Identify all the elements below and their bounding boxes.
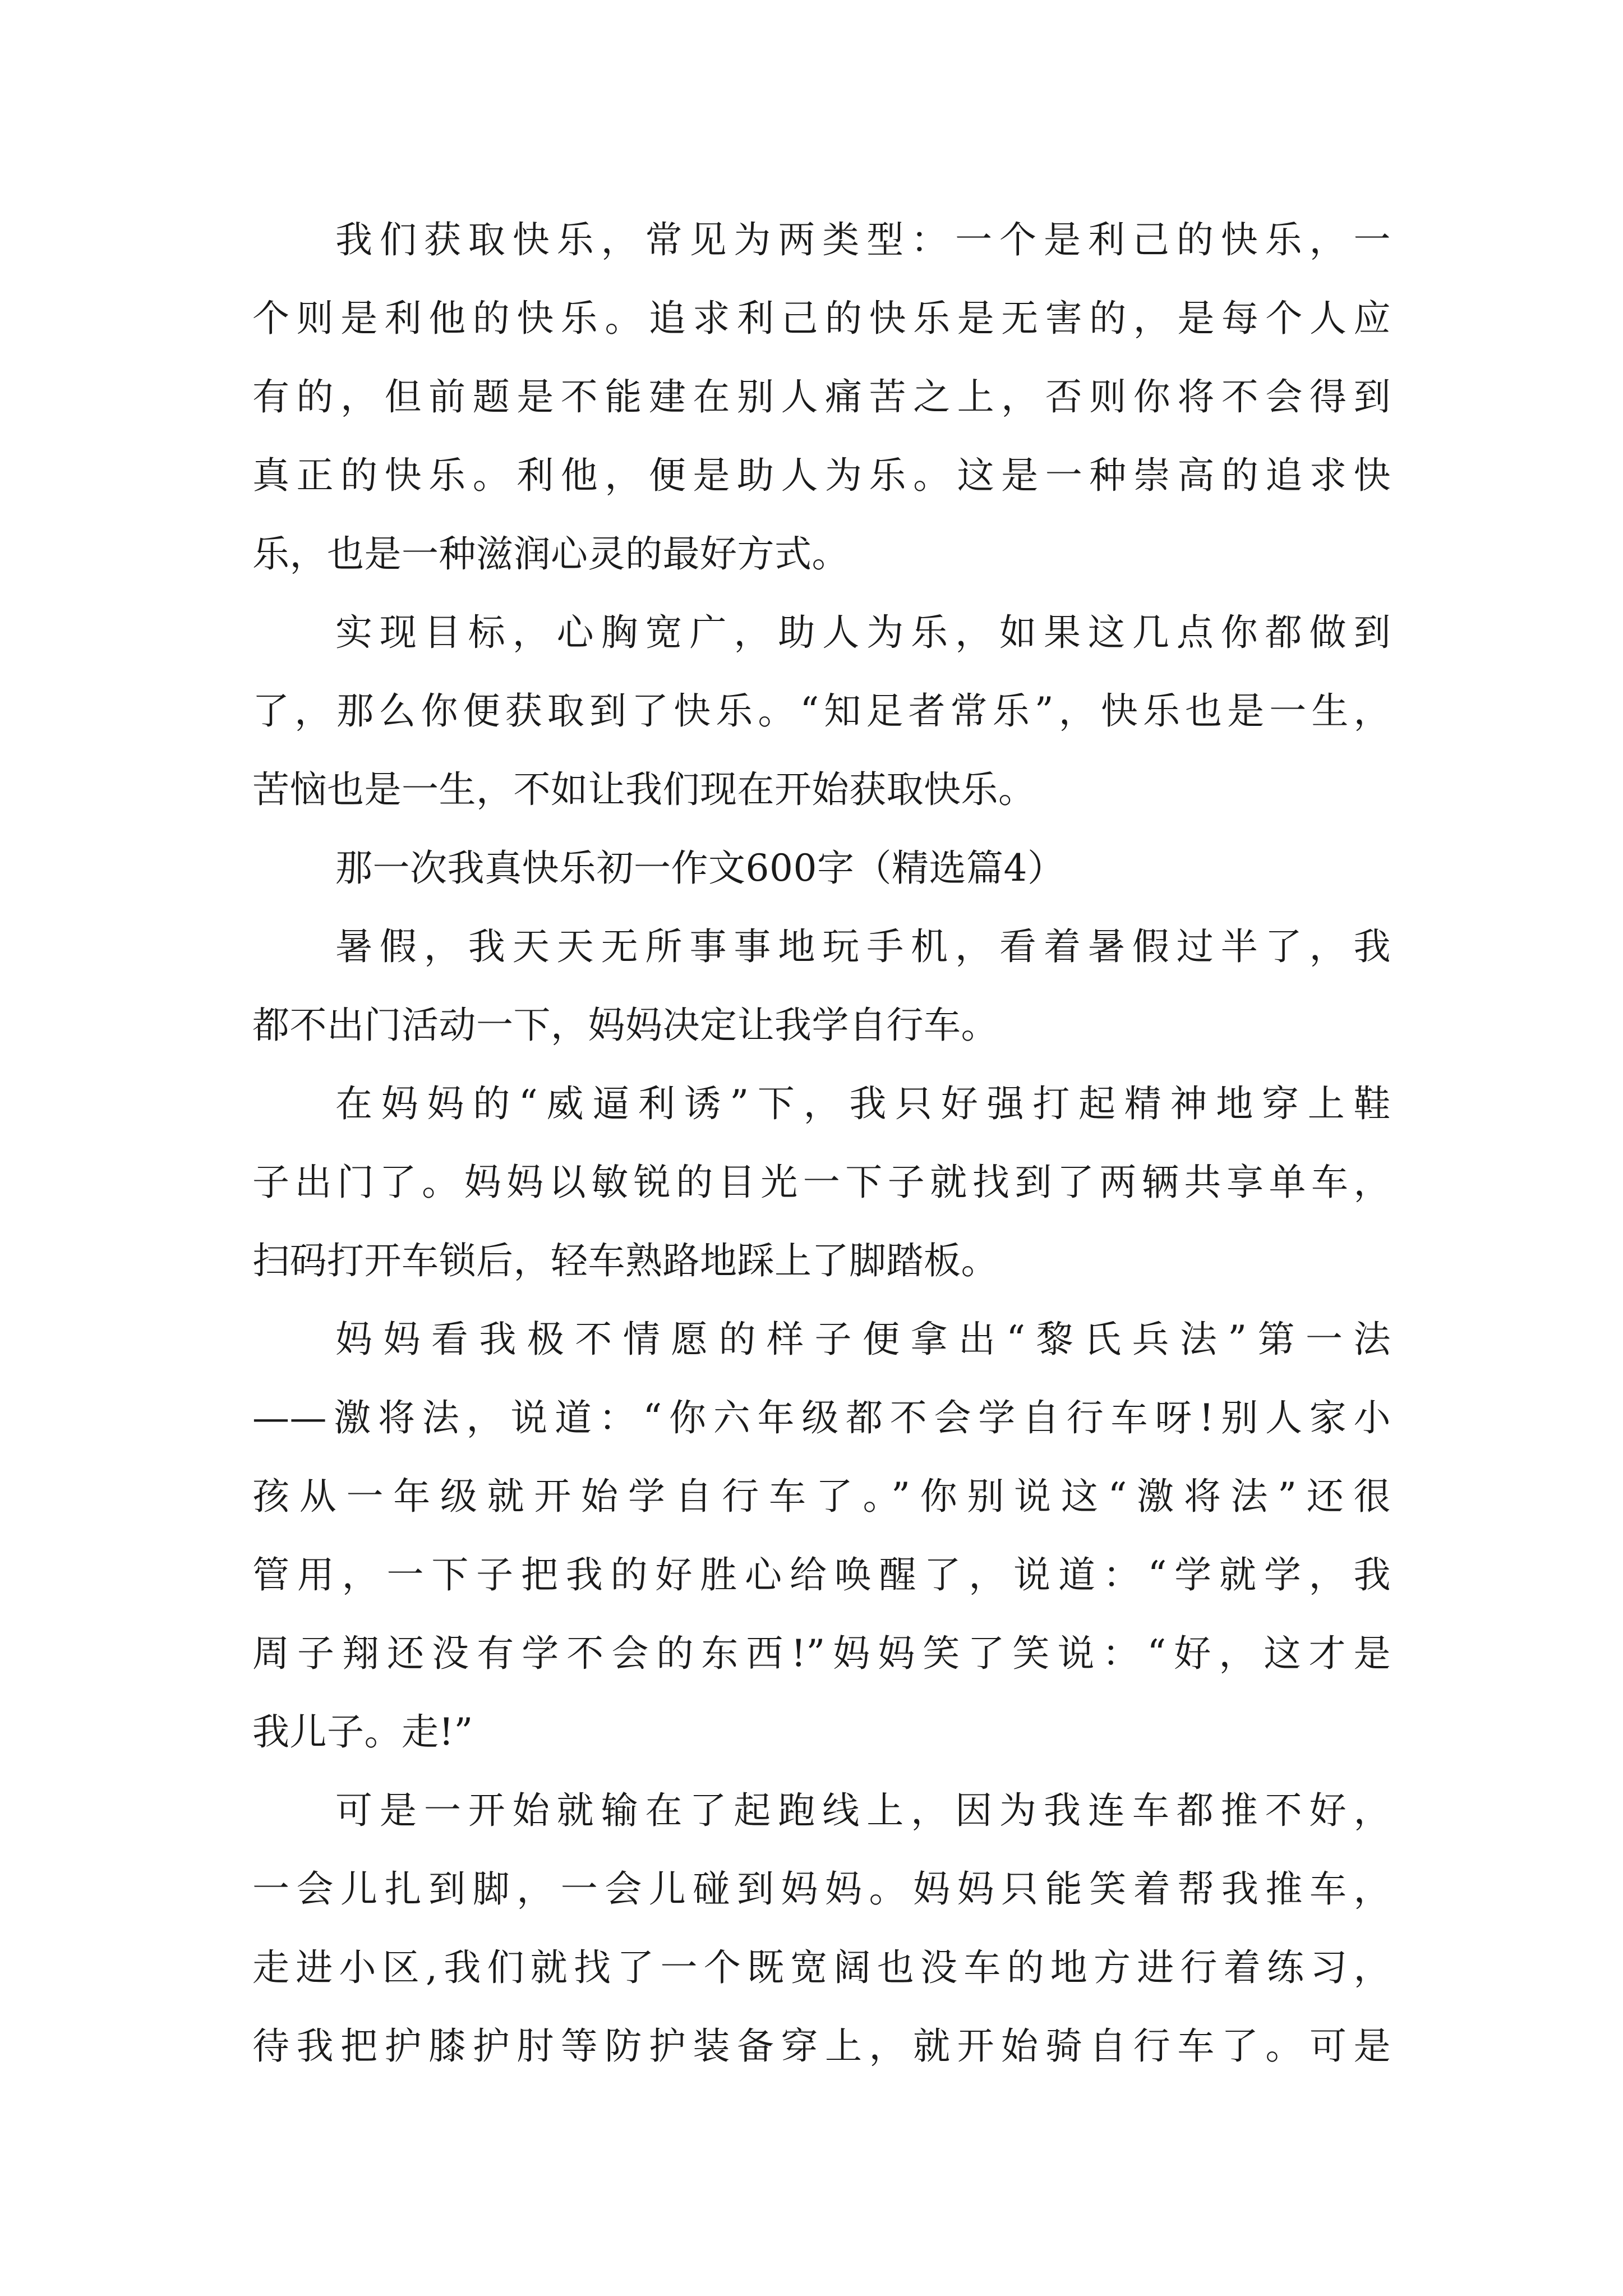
P-4-L-3: 扫码打开车锁后，轻车熟路地踩上了脚踏板。	[252, 1239, 998, 1282]
P-5	[252, 1300, 1391, 1772]
P-1	[252, 201, 1391, 593]
P-5-L-1: 妈妈看我极不情愿的样子便拿出“黎氏兵法”第一法	[335, 1318, 1391, 1361]
P-5-L-2: ——激将法，说道：“你六年级都不会学自行车呀!别人家小	[252, 1396, 1391, 1439]
P-5-L-4: 管用，一下子把我的好胜心给唤醒了，说道：“学就学，我	[252, 1553, 1391, 1596]
P-2-L-1: 实现目标，心胸宽广，助人为乐，如果这几点你都做到	[335, 611, 1391, 654]
P-4	[252, 1065, 1391, 1300]
P-1-L-3: 有的，但前题是不能建在别人痛苦之上，否则你将不会得到	[252, 375, 1391, 418]
P-2-L-3: 苦恼也是一生，不如让我们现在开始获取快乐。	[252, 768, 1036, 811]
P-3-L-2: 都不出门活动一下，妈妈决定让我学自行车。	[252, 1004, 998, 1047]
P-6-L-2: 一会儿扎到脚，一会儿碰到妈妈。妈妈只能笑着帮我推车，	[252, 1867, 1391, 1911]
document-body	[252, 201, 1391, 2086]
H-4	[252, 829, 1391, 908]
P-2-L-2: 了，那么你便获取到了快乐。“知足者常乐”，快乐也是一生，	[252, 689, 1391, 733]
P-6-L-3: 走进小区,我们就找了一个既宽阔也没车的地方进行着练习，	[252, 1946, 1391, 1989]
P-4-L-2: 子出门了。妈妈以敏锐的目光一下子就找到了两辆共享单车，	[252, 1161, 1391, 1204]
P-5-L-5: 周子翔还没有学不会的东西!”妈妈笑了笑说：“好，这才是	[252, 1632, 1391, 1675]
P-6	[252, 1772, 1391, 2086]
P-1-L-1: 我们获取快乐，常见为两类型：一个是利己的快乐，一	[335, 218, 1391, 261]
P-5-L-6: 我儿子。走!”	[252, 1710, 473, 1754]
P-1-L-2: 个则是利他的快乐。追求利己的快乐是无害的，是每个人应	[252, 297, 1391, 340]
P-6-L-1: 可是一开始就输在了起跑线上，因为我连车都推不好，	[335, 1789, 1391, 1832]
P-5-L-3: 孩从一年级就开始学自行车了。”你别说这“激将法”还很	[252, 1475, 1391, 1518]
P-3	[252, 908, 1391, 1065]
P-6-L-4: 待我把护膝护肘等防护装备穿上，就开始骑自行车了。可是	[252, 2024, 1391, 2068]
P-1-L-4: 真正的快乐。利他，便是助人为乐。这是一种崇高的追求快	[252, 454, 1391, 497]
P-4-L-1: 在妈妈的“威逼利诱”下，我只好强打起精神地穿上鞋	[335, 1082, 1391, 1125]
P-1-L-5: 乐，也是一种滋润心灵的最好方式。	[252, 532, 849, 576]
H-4-L: 那一次我真快乐初一作文600字（精选篇4）	[335, 846, 1065, 890]
P-2	[252, 593, 1391, 829]
P-3-L-1: 暑假，我天天无所事事地玩手机，看着暑假过半了，我	[335, 925, 1391, 968]
